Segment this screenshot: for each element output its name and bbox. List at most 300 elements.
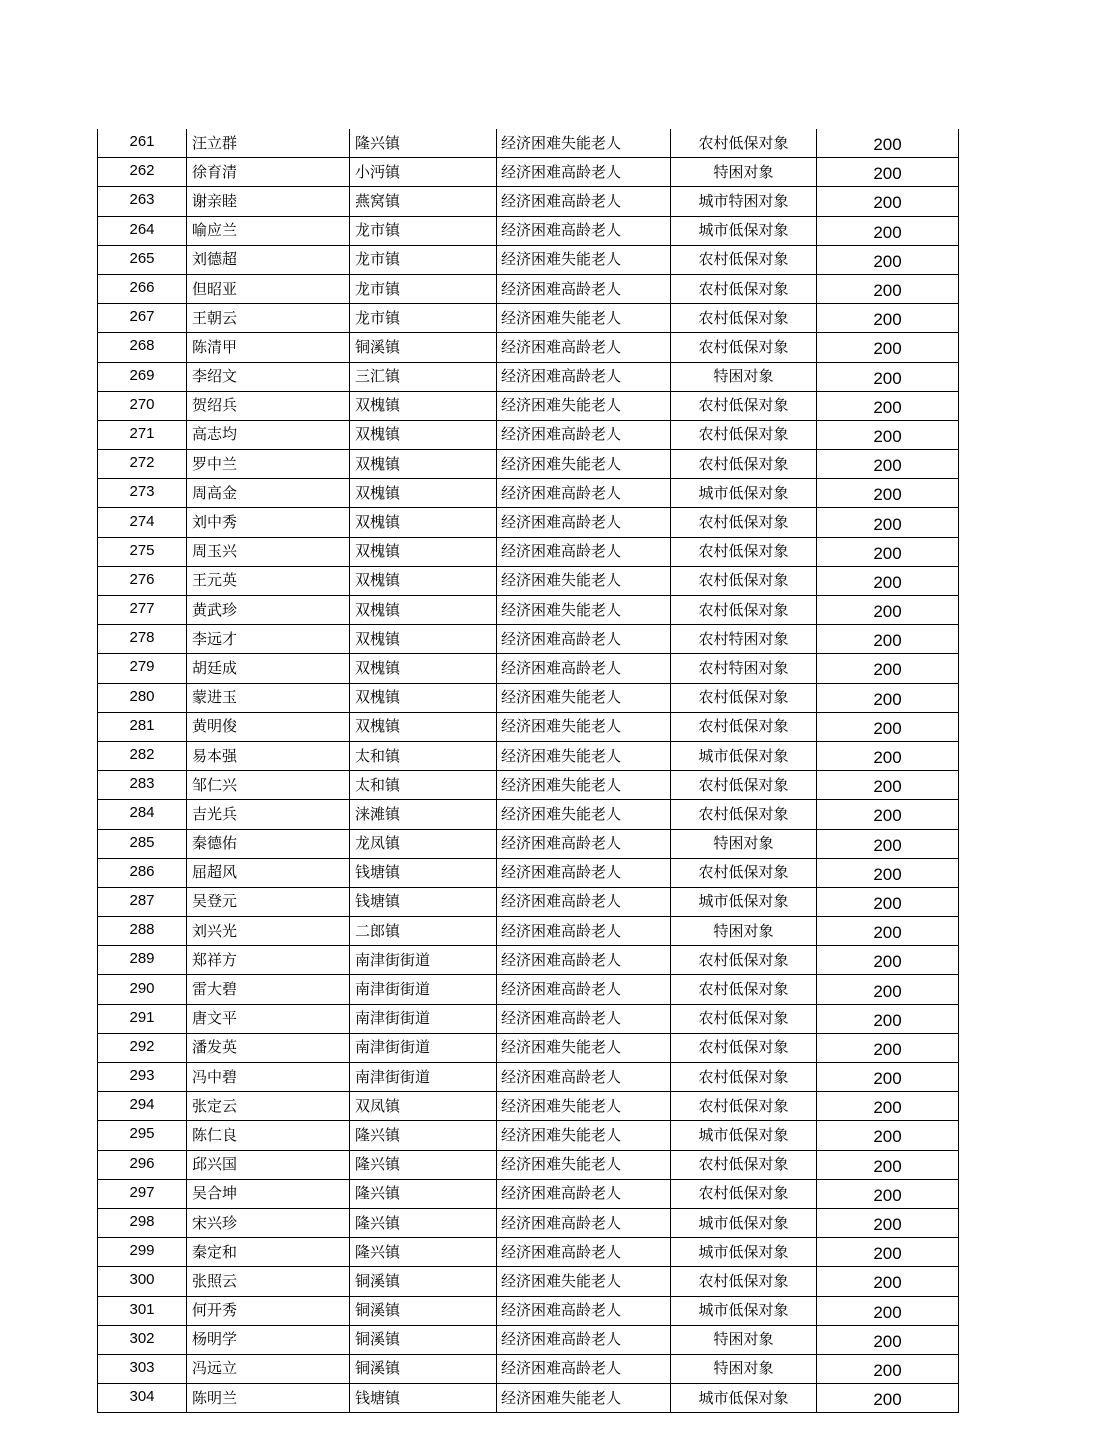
assistance-category-cell: 农村低保对象 (671, 683, 817, 712)
town-cell: 隆兴镇 (350, 129, 497, 158)
amount-cell: 200 (817, 479, 959, 508)
town-cell: 龙市镇 (350, 304, 497, 333)
table-row (98, 887, 959, 916)
amount-cell: 200 (817, 917, 959, 946)
name-cell: 李绍文 (187, 362, 350, 391)
name-cell: 谢亲睦 (187, 187, 350, 216)
amount-cell: 200 (817, 829, 959, 858)
town-cell: 铜溪镇 (350, 1354, 497, 1383)
elder-type-cell: 经济困难失能老人 (497, 304, 671, 333)
table-row (98, 975, 959, 1004)
row-number-cell: 288 (98, 917, 187, 946)
town-cell: 龙市镇 (350, 274, 497, 303)
row-number-cell: 280 (98, 683, 187, 712)
elder-type-cell: 经济困难高龄老人 (497, 158, 671, 187)
name-cell: 黄明俊 (187, 712, 350, 741)
town-cell: 双槐镇 (350, 537, 497, 566)
amount-cell: 200 (817, 362, 959, 391)
row-number-cell: 271 (98, 420, 187, 449)
elder-type-cell: 经济困难失能老人 (497, 800, 671, 829)
table-row (98, 1238, 959, 1267)
name-cell: 秦定和 (187, 1238, 350, 1267)
row-number-cell: 295 (98, 1121, 187, 1150)
amount-cell: 200 (817, 741, 959, 770)
assistance-category-cell: 农村低保对象 (671, 333, 817, 362)
row-number-cell: 282 (98, 741, 187, 770)
table-row (98, 1150, 959, 1179)
amount-cell: 200 (817, 216, 959, 245)
elder-type-cell: 经济困难高龄老人 (497, 654, 671, 683)
elder-type-cell: 经济困难高龄老人 (497, 216, 671, 245)
assistance-category-cell: 农村低保对象 (671, 1063, 817, 1092)
assistance-category-cell: 农村低保对象 (671, 420, 817, 449)
amount-cell: 200 (817, 274, 959, 303)
name-cell: 陈清甲 (187, 333, 350, 362)
town-cell: 钱塘镇 (350, 1384, 497, 1413)
assistance-category-cell: 城市低保对象 (671, 1208, 817, 1237)
name-cell: 张照云 (187, 1267, 350, 1296)
elder-type-cell: 经济困难高龄老人 (497, 1179, 671, 1208)
row-number-cell: 296 (98, 1150, 187, 1179)
row-number-cell: 303 (98, 1354, 187, 1383)
row-number-cell: 279 (98, 654, 187, 683)
amount-cell: 200 (817, 975, 959, 1004)
table-row (98, 450, 959, 479)
row-number-cell: 293 (98, 1063, 187, 1092)
name-cell: 罗中兰 (187, 450, 350, 479)
name-cell: 宋兴珍 (187, 1208, 350, 1237)
amount-cell: 200 (817, 771, 959, 800)
table-row (98, 566, 959, 595)
assistance-category-cell: 农村低保对象 (671, 975, 817, 1004)
town-cell: 南津街街道 (350, 1063, 497, 1092)
row-number-cell: 262 (98, 158, 187, 187)
row-number-cell: 302 (98, 1325, 187, 1354)
table-row (98, 158, 959, 187)
assistance-category-cell: 城市低保对象 (671, 741, 817, 770)
town-cell: 隆兴镇 (350, 1238, 497, 1267)
name-cell: 周玉兴 (187, 537, 350, 566)
table-row (98, 1384, 959, 1413)
name-cell: 张定云 (187, 1092, 350, 1121)
amount-cell: 200 (817, 596, 959, 625)
table-row (98, 1208, 959, 1237)
name-cell: 雷大碧 (187, 975, 350, 1004)
elder-type-cell: 经济困难高龄老人 (497, 420, 671, 449)
assistance-category-cell: 农村低保对象 (671, 712, 817, 741)
amount-cell: 200 (817, 712, 959, 741)
amount-cell: 200 (817, 1238, 959, 1267)
name-cell: 喻应兰 (187, 216, 350, 245)
town-cell: 双凤镇 (350, 1092, 497, 1121)
name-cell: 何开秀 (187, 1296, 350, 1325)
name-cell: 高志均 (187, 420, 350, 449)
elder-type-cell: 经济困难失能老人 (497, 683, 671, 712)
elder-type-cell: 经济困难失能老人 (497, 1384, 671, 1413)
table-row (98, 304, 959, 333)
town-cell: 铜溪镇 (350, 1325, 497, 1354)
table-row (98, 537, 959, 566)
name-cell: 黄武珍 (187, 596, 350, 625)
table-row (98, 245, 959, 274)
table-row (98, 333, 959, 362)
town-cell: 小沔镇 (350, 158, 497, 187)
table-row (98, 741, 959, 770)
row-number-cell: 291 (98, 1004, 187, 1033)
row-number-cell: 277 (98, 596, 187, 625)
row-number-cell: 276 (98, 566, 187, 595)
table-row (98, 1063, 959, 1092)
elder-type-cell: 经济困难失能老人 (497, 1092, 671, 1121)
elder-type-cell: 经济困难高龄老人 (497, 1208, 671, 1237)
elder-type-cell: 经济困难失能老人 (497, 391, 671, 420)
town-cell: 钱塘镇 (350, 858, 497, 887)
amount-cell: 200 (817, 800, 959, 829)
elder-type-cell: 经济困难高龄老人 (497, 975, 671, 1004)
town-cell: 龙凤镇 (350, 829, 497, 858)
assistance-category-cell: 农村低保对象 (671, 304, 817, 333)
town-cell: 隆兴镇 (350, 1179, 497, 1208)
table-row (98, 596, 959, 625)
table-row (98, 1354, 959, 1383)
assistance-category-cell: 农村低保对象 (671, 1150, 817, 1179)
amount-cell: 200 (817, 420, 959, 449)
amount-cell: 200 (817, 654, 959, 683)
amount-cell: 200 (817, 245, 959, 274)
assistance-category-cell: 农村低保对象 (671, 508, 817, 537)
row-number-cell: 304 (98, 1384, 187, 1413)
row-number-cell: 298 (98, 1208, 187, 1237)
assistance-category-cell: 农村低保对象 (671, 946, 817, 975)
table-row (98, 683, 959, 712)
name-cell: 唐文平 (187, 1004, 350, 1033)
town-cell: 隆兴镇 (350, 1150, 497, 1179)
assistance-category-cell: 农村低保对象 (671, 1033, 817, 1062)
table-row (98, 274, 959, 303)
table-row (98, 946, 959, 975)
assistance-category-cell: 特困对象 (671, 158, 817, 187)
amount-cell: 200 (817, 887, 959, 916)
name-cell: 但昭亚 (187, 274, 350, 303)
table-row (98, 1033, 959, 1062)
town-cell: 双槐镇 (350, 391, 497, 420)
elder-type-cell: 经济困难失能老人 (497, 741, 671, 770)
assistance-category-cell: 城市低保对象 (671, 1121, 817, 1150)
elder-type-cell: 经济困难高龄老人 (497, 1325, 671, 1354)
assistance-category-cell: 特困对象 (671, 1354, 817, 1383)
elder-type-cell: 经济困难高龄老人 (497, 858, 671, 887)
name-cell: 李远才 (187, 625, 350, 654)
town-cell: 双槐镇 (350, 596, 497, 625)
name-cell: 刘德超 (187, 245, 350, 274)
table-row (98, 362, 959, 391)
amount-cell: 200 (817, 1150, 959, 1179)
name-cell: 王元英 (187, 566, 350, 595)
name-cell: 徐育清 (187, 158, 350, 187)
elder-type-cell: 经济困难高龄老人 (497, 333, 671, 362)
table-row (98, 1179, 959, 1208)
elder-type-cell: 经济困难失能老人 (497, 245, 671, 274)
elder-type-cell: 经济困难高龄老人 (497, 537, 671, 566)
assistance-category-cell: 农村低保对象 (671, 1267, 817, 1296)
town-cell: 铜溪镇 (350, 1296, 497, 1325)
amount-cell: 200 (817, 1004, 959, 1033)
assistance-category-cell: 城市低保对象 (671, 216, 817, 245)
row-number-cell: 300 (98, 1267, 187, 1296)
assistance-category-cell: 特困对象 (671, 829, 817, 858)
elder-type-cell: 经济困难高龄老人 (497, 1296, 671, 1325)
amount-cell: 200 (817, 508, 959, 537)
table-row (98, 1267, 959, 1296)
assistance-category-cell: 特困对象 (671, 917, 817, 946)
table-row (98, 800, 959, 829)
elder-type-cell: 经济困难高龄老人 (497, 362, 671, 391)
row-number-cell: 269 (98, 362, 187, 391)
row-number-cell: 283 (98, 771, 187, 800)
elder-type-cell: 经济困难失能老人 (497, 450, 671, 479)
amount-cell: 200 (817, 683, 959, 712)
row-number-cell: 275 (98, 537, 187, 566)
assistance-category-cell: 农村低保对象 (671, 771, 817, 800)
town-cell: 双槐镇 (350, 712, 497, 741)
town-cell: 双槐镇 (350, 420, 497, 449)
name-cell: 冯远立 (187, 1354, 350, 1383)
elder-type-cell: 经济困难失能老人 (497, 1033, 671, 1062)
amount-cell: 200 (817, 1384, 959, 1413)
amount-cell: 200 (817, 858, 959, 887)
row-number-cell: 268 (98, 333, 187, 362)
row-number-cell: 299 (98, 1238, 187, 1267)
name-cell: 周高金 (187, 479, 350, 508)
name-cell: 邱兴国 (187, 1150, 350, 1179)
row-number-cell: 285 (98, 829, 187, 858)
amount-cell: 200 (817, 304, 959, 333)
town-cell: 隆兴镇 (350, 1121, 497, 1150)
name-cell: 郑祥方 (187, 946, 350, 975)
row-number-cell: 278 (98, 625, 187, 654)
town-cell: 铜溪镇 (350, 1267, 497, 1296)
town-cell: 二郎镇 (350, 917, 497, 946)
row-number-cell: 264 (98, 216, 187, 245)
amount-cell: 200 (817, 625, 959, 654)
row-number-cell: 287 (98, 887, 187, 916)
town-cell: 龙市镇 (350, 245, 497, 274)
amount-cell: 200 (817, 1179, 959, 1208)
amount-cell: 200 (817, 391, 959, 420)
name-cell: 易本强 (187, 741, 350, 770)
town-cell: 太和镇 (350, 741, 497, 770)
elder-type-cell: 经济困难失能老人 (497, 596, 671, 625)
name-cell: 胡廷成 (187, 654, 350, 683)
town-cell: 双槐镇 (350, 625, 497, 654)
row-number-cell: 261 (98, 129, 187, 158)
name-cell: 王朝云 (187, 304, 350, 333)
assistance-category-cell: 农村特困对象 (671, 625, 817, 654)
table-row (98, 216, 959, 245)
town-cell: 太和镇 (350, 771, 497, 800)
town-cell: 双槐镇 (350, 683, 497, 712)
elder-type-cell: 经济困难高龄老人 (497, 625, 671, 654)
table-row (98, 391, 959, 420)
name-cell: 汪立群 (187, 129, 350, 158)
town-cell: 双槐镇 (350, 479, 497, 508)
assistance-category-cell: 农村低保对象 (671, 800, 817, 829)
town-cell: 燕窝镇 (350, 187, 497, 216)
elder-type-cell: 经济困难高龄老人 (497, 479, 671, 508)
assistance-category-cell: 农村低保对象 (671, 391, 817, 420)
amount-cell: 200 (817, 946, 959, 975)
assistance-category-cell: 农村低保对象 (671, 566, 817, 595)
row-number-cell: 297 (98, 1179, 187, 1208)
assistance-category-cell: 农村低保对象 (671, 450, 817, 479)
table-row (98, 858, 959, 887)
amount-cell: 200 (817, 1296, 959, 1325)
table-row (98, 917, 959, 946)
row-number-cell: 289 (98, 946, 187, 975)
town-cell: 双槐镇 (350, 450, 497, 479)
assistance-category-cell: 农村低保对象 (671, 1092, 817, 1121)
elder-type-cell: 经济困难高龄老人 (497, 508, 671, 537)
data-table (97, 129, 959, 1413)
amount-cell: 200 (817, 450, 959, 479)
name-cell: 贺绍兵 (187, 391, 350, 420)
name-cell: 潘发英 (187, 1033, 350, 1062)
row-number-cell: 272 (98, 450, 187, 479)
town-cell: 双槐镇 (350, 654, 497, 683)
assistance-category-cell: 城市低保对象 (671, 1296, 817, 1325)
town-cell: 钱塘镇 (350, 887, 497, 916)
amount-cell: 200 (817, 158, 959, 187)
table-row (98, 771, 959, 800)
town-cell: 南津街街道 (350, 946, 497, 975)
town-cell: 南津街街道 (350, 1033, 497, 1062)
amount-cell: 200 (817, 187, 959, 216)
table-row (98, 654, 959, 683)
table-row (98, 420, 959, 449)
table-row (98, 1325, 959, 1354)
name-cell: 陈明兰 (187, 1384, 350, 1413)
amount-cell: 200 (817, 1033, 959, 1062)
elder-type-cell: 经济困难高龄老人 (497, 1004, 671, 1033)
assistance-category-cell: 农村低保对象 (671, 129, 817, 158)
row-number-cell: 265 (98, 245, 187, 274)
assistance-category-cell: 城市低保对象 (671, 479, 817, 508)
name-cell: 吴登元 (187, 887, 350, 916)
town-cell: 双槐镇 (350, 508, 497, 537)
row-number-cell: 286 (98, 858, 187, 887)
assistance-category-cell: 特困对象 (671, 1325, 817, 1354)
assistance-category-cell: 城市低保对象 (671, 1384, 817, 1413)
name-cell: 刘中秀 (187, 508, 350, 537)
row-number-cell: 292 (98, 1033, 187, 1062)
name-cell: 屈超风 (187, 858, 350, 887)
assistance-category-cell: 特困对象 (671, 362, 817, 391)
table-row (98, 1296, 959, 1325)
amount-cell: 200 (817, 1208, 959, 1237)
elder-type-cell: 经济困难高龄老人 (497, 1354, 671, 1383)
name-cell: 蒙进玉 (187, 683, 350, 712)
assistance-category-cell: 城市低保对象 (671, 887, 817, 916)
elder-type-cell: 经济困难失能老人 (497, 129, 671, 158)
row-number-cell: 294 (98, 1092, 187, 1121)
amount-cell: 200 (817, 537, 959, 566)
elder-type-cell: 经济困难高龄老人 (497, 829, 671, 858)
elder-type-cell: 经济困难失能老人 (497, 712, 671, 741)
table-row (98, 479, 959, 508)
town-cell: 铜溪镇 (350, 333, 497, 362)
row-number-cell: 274 (98, 508, 187, 537)
row-number-cell: 266 (98, 274, 187, 303)
name-cell: 吉光兵 (187, 800, 350, 829)
amount-cell: 200 (817, 129, 959, 158)
table-row (98, 1004, 959, 1033)
table-row (98, 1092, 959, 1121)
row-number-cell: 273 (98, 479, 187, 508)
amount-cell: 200 (817, 566, 959, 595)
name-cell: 陈仁良 (187, 1121, 350, 1150)
name-cell: 吴合坤 (187, 1179, 350, 1208)
elder-type-cell: 经济困难失能老人 (497, 566, 671, 595)
town-cell: 龙市镇 (350, 216, 497, 245)
assistance-category-cell: 农村低保对象 (671, 1004, 817, 1033)
amount-cell: 200 (817, 1121, 959, 1150)
amount-cell: 200 (817, 1063, 959, 1092)
amount-cell: 200 (817, 1092, 959, 1121)
row-number-cell: 284 (98, 800, 187, 829)
elder-type-cell: 经济困难高龄老人 (497, 274, 671, 303)
table-row (98, 1121, 959, 1150)
table-row (98, 712, 959, 741)
elder-type-cell: 经济困难高龄老人 (497, 1063, 671, 1092)
row-number-cell: 301 (98, 1296, 187, 1325)
assistance-category-cell: 城市特困对象 (671, 187, 817, 216)
town-cell: 三汇镇 (350, 362, 497, 391)
elder-type-cell: 经济困难高龄老人 (497, 1238, 671, 1267)
amount-cell: 200 (817, 1267, 959, 1296)
assistance-category-cell: 农村低保对象 (671, 596, 817, 625)
table-row (98, 829, 959, 858)
amount-cell: 200 (817, 1354, 959, 1383)
elder-type-cell: 经济困难高龄老人 (497, 946, 671, 975)
table-row (98, 187, 959, 216)
town-cell: 隆兴镇 (350, 1208, 497, 1237)
table-row (98, 129, 959, 158)
town-cell: 涞滩镇 (350, 800, 497, 829)
row-number-cell: 263 (98, 187, 187, 216)
table-row (98, 625, 959, 654)
elder-type-cell: 经济困难失能老人 (497, 1267, 671, 1296)
elder-type-cell: 经济困难失能老人 (497, 1121, 671, 1150)
town-cell: 南津街街道 (350, 1004, 497, 1033)
amount-cell: 200 (817, 333, 959, 362)
table-body (98, 129, 959, 1413)
name-cell: 秦德佑 (187, 829, 350, 858)
elder-type-cell: 经济困难高龄老人 (497, 917, 671, 946)
assistance-category-cell: 城市低保对象 (671, 1238, 817, 1267)
assistance-category-cell: 农村低保对象 (671, 274, 817, 303)
name-cell: 杨明学 (187, 1325, 350, 1354)
table-row (98, 508, 959, 537)
town-cell: 南津街街道 (350, 975, 497, 1004)
assistance-category-cell: 农村低保对象 (671, 245, 817, 274)
elder-type-cell: 经济困难高龄老人 (497, 187, 671, 216)
row-number-cell: 267 (98, 304, 187, 333)
row-number-cell: 290 (98, 975, 187, 1004)
assistance-category-cell: 农村低保对象 (671, 537, 817, 566)
elder-type-cell: 经济困难失能老人 (497, 1150, 671, 1179)
amount-cell: 200 (817, 1325, 959, 1354)
name-cell: 刘兴光 (187, 917, 350, 946)
